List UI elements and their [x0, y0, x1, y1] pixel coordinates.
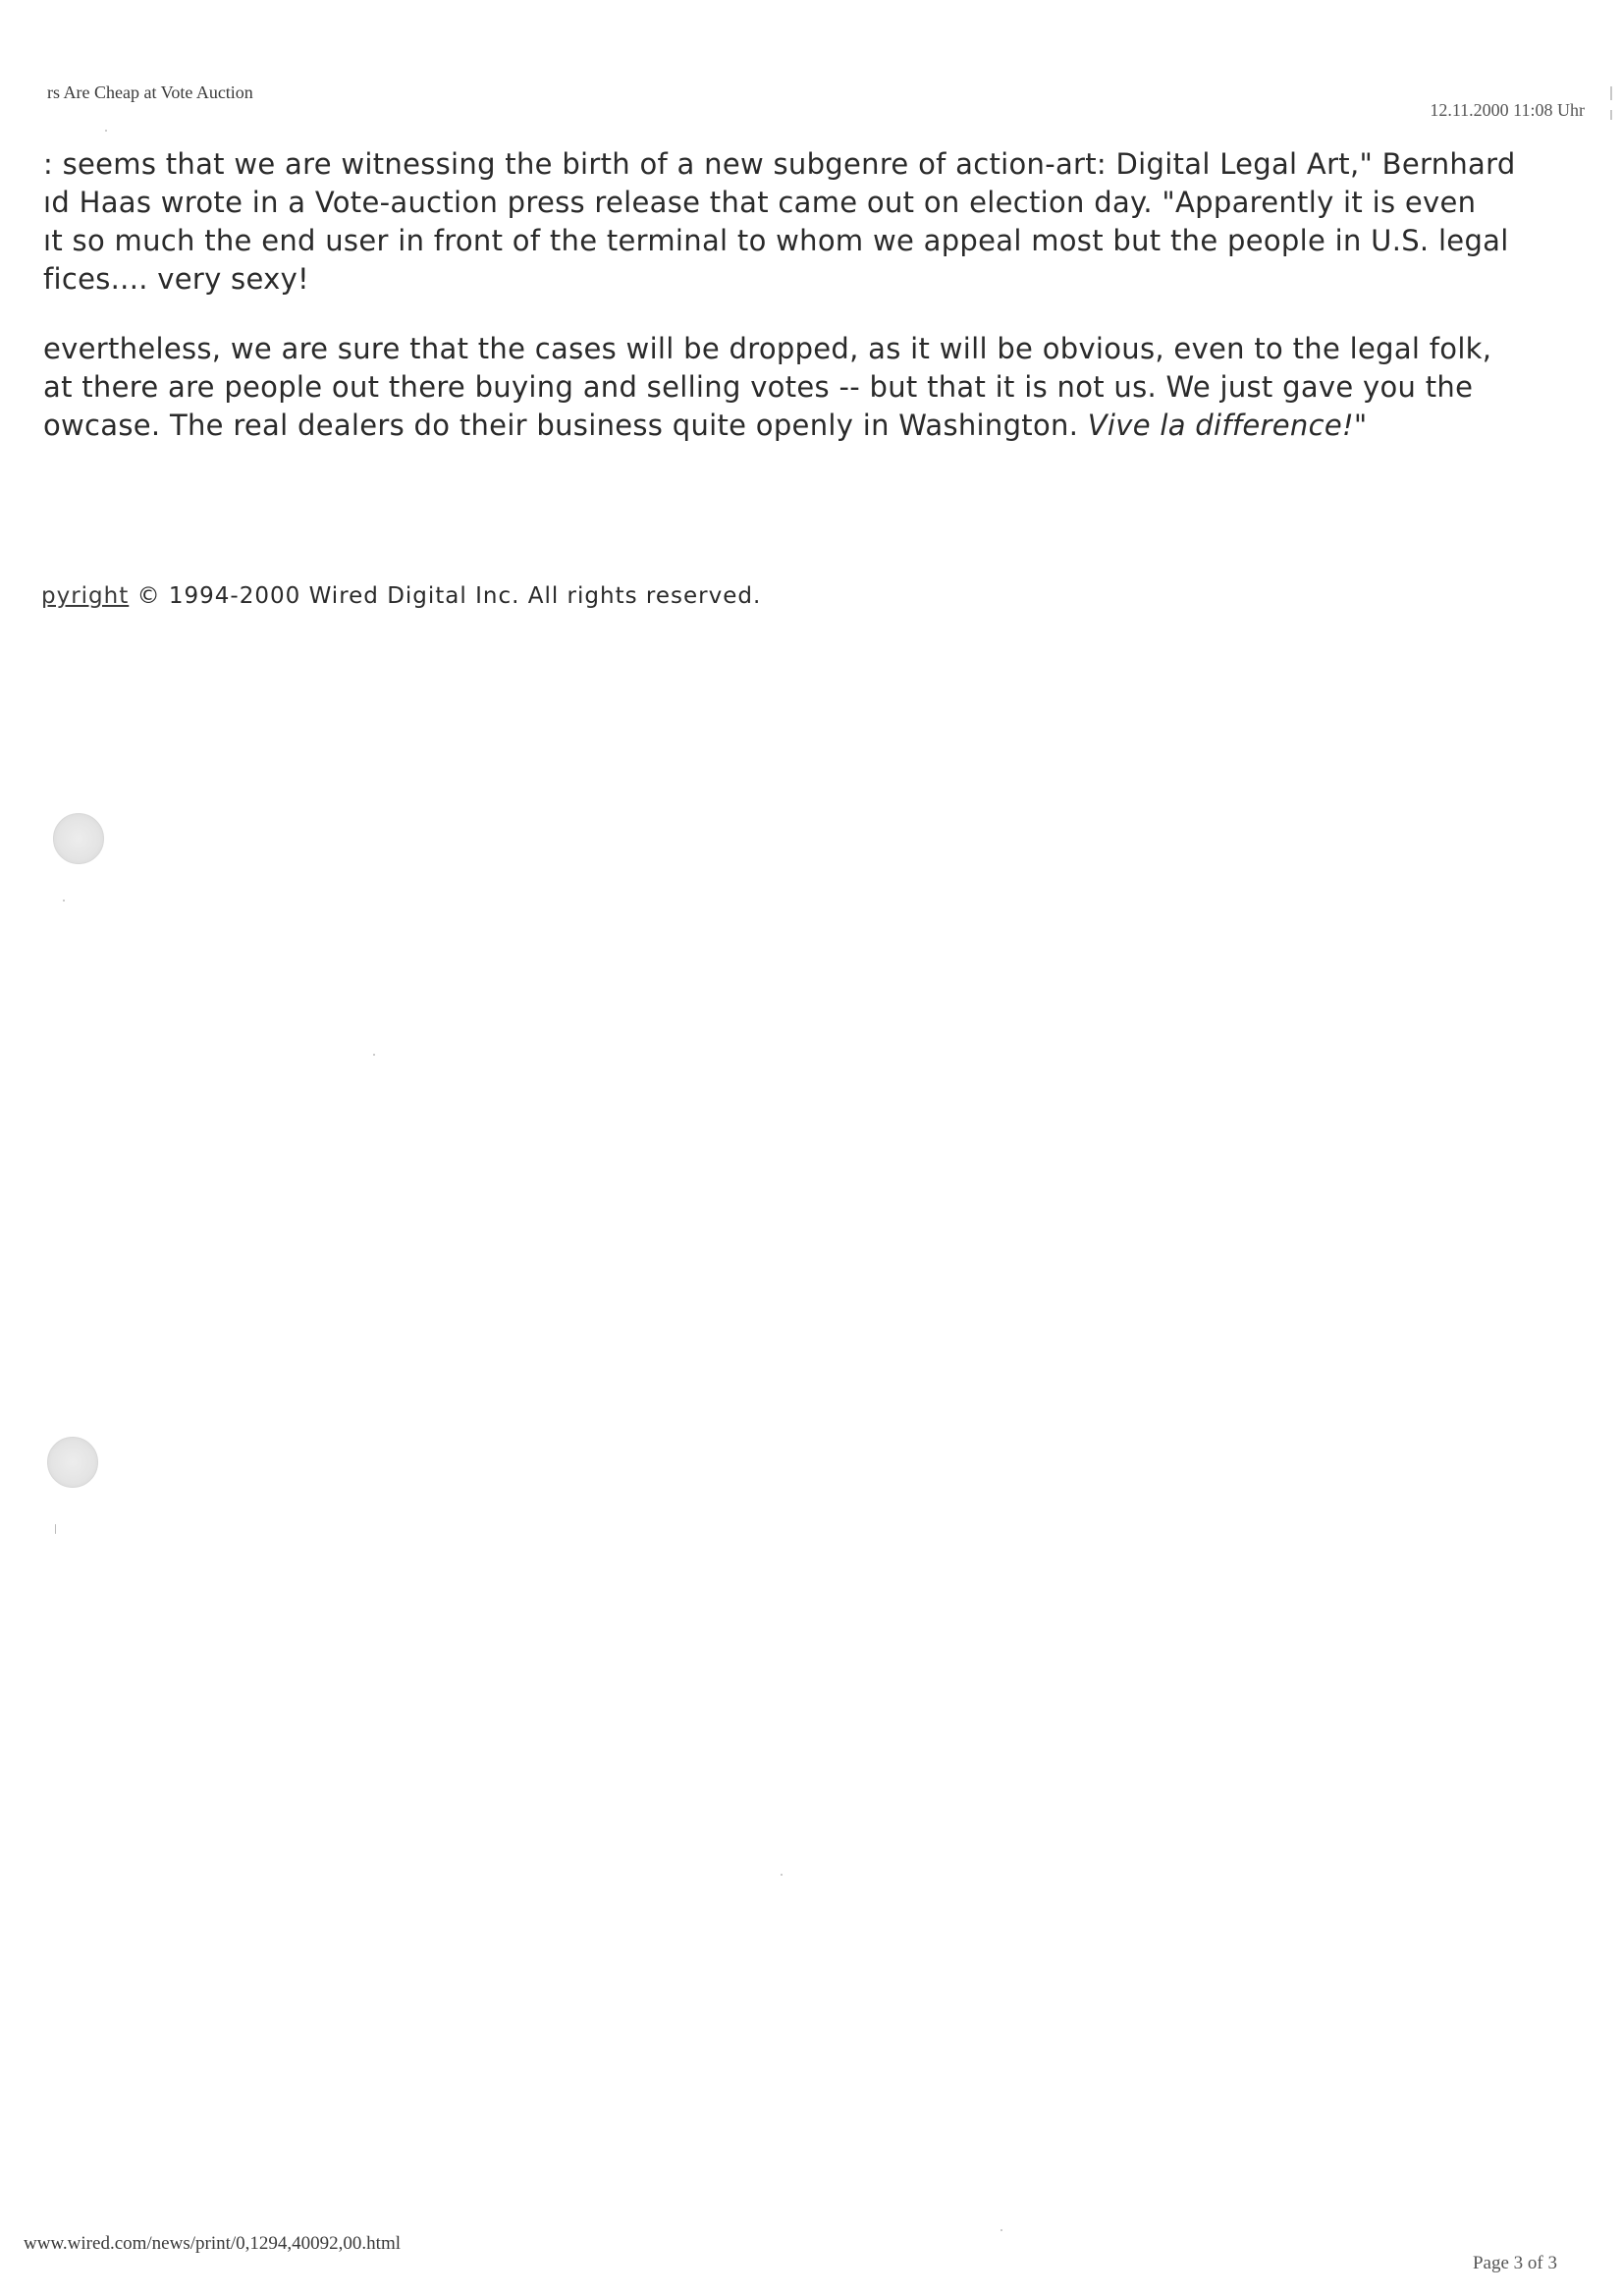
page-edge-mark: [1610, 110, 1612, 120]
scan-speck: [55, 1524, 56, 1534]
copyright-text: © 1994-2000 Wired Digital Inc. All rights reserved.: [129, 583, 762, 609]
copyright-link[interactable]: pyright: [41, 583, 130, 609]
scan-speck: [105, 130, 107, 132]
punch-hole: [47, 1437, 98, 1488]
article-line: fices.... very sexy!: [43, 262, 309, 296]
closing-quote: ": [1353, 409, 1368, 442]
article-line: : seems that we are witnessing the birth of a new subgenre of action-art: Digital Legal Art," Bernhard: [43, 147, 1516, 181]
article-line: [43, 407, 1536, 445]
article-body: [43, 145, 1536, 476]
article-line: ıd Haas wrote in a Vote-auction press release that came out on election day. "Apparently it is even: [43, 186, 1477, 219]
scan-speck: [1000, 2229, 1002, 2231]
punch-hole: [53, 813, 104, 864]
article-line-text: owcase. The real dealers do their business quite openly in Washington.: [43, 409, 1088, 442]
article-line: at there are people out there buying and selling votes -- but that it is not us. We just gave you the: [43, 370, 1474, 404]
article-paragraph: [43, 330, 1536, 445]
scan-speck: [63, 900, 65, 902]
scan-speck: [373, 1054, 375, 1056]
article-line: ıt so much the end user in front of the terminal to whom we appeal most but the people in U.S. legal: [43, 224, 1509, 257]
page-edge-mark: [1610, 86, 1612, 100]
page-number: Page 3 of 3: [1472, 2253, 1557, 2273]
article-line: evertheless, we are sure that the cases will be dropped, as it will be obvious, even to the legal folk,: [43, 332, 1492, 365]
copyright-notice: [41, 583, 761, 609]
footer-url: www.wired.com/news/print/0,1294,40092,00.html: [24, 2233, 402, 2254]
scan-speck: [781, 1874, 783, 1876]
print-datetime: 12.11.2000 11:08 Uhr: [1430, 100, 1585, 120]
article-paragraph: [43, 145, 1536, 299]
page-header-title: rs Are Cheap at Vote Auction: [47, 82, 253, 102]
article-italic-phrase: Vive la difference!: [1087, 409, 1354, 442]
